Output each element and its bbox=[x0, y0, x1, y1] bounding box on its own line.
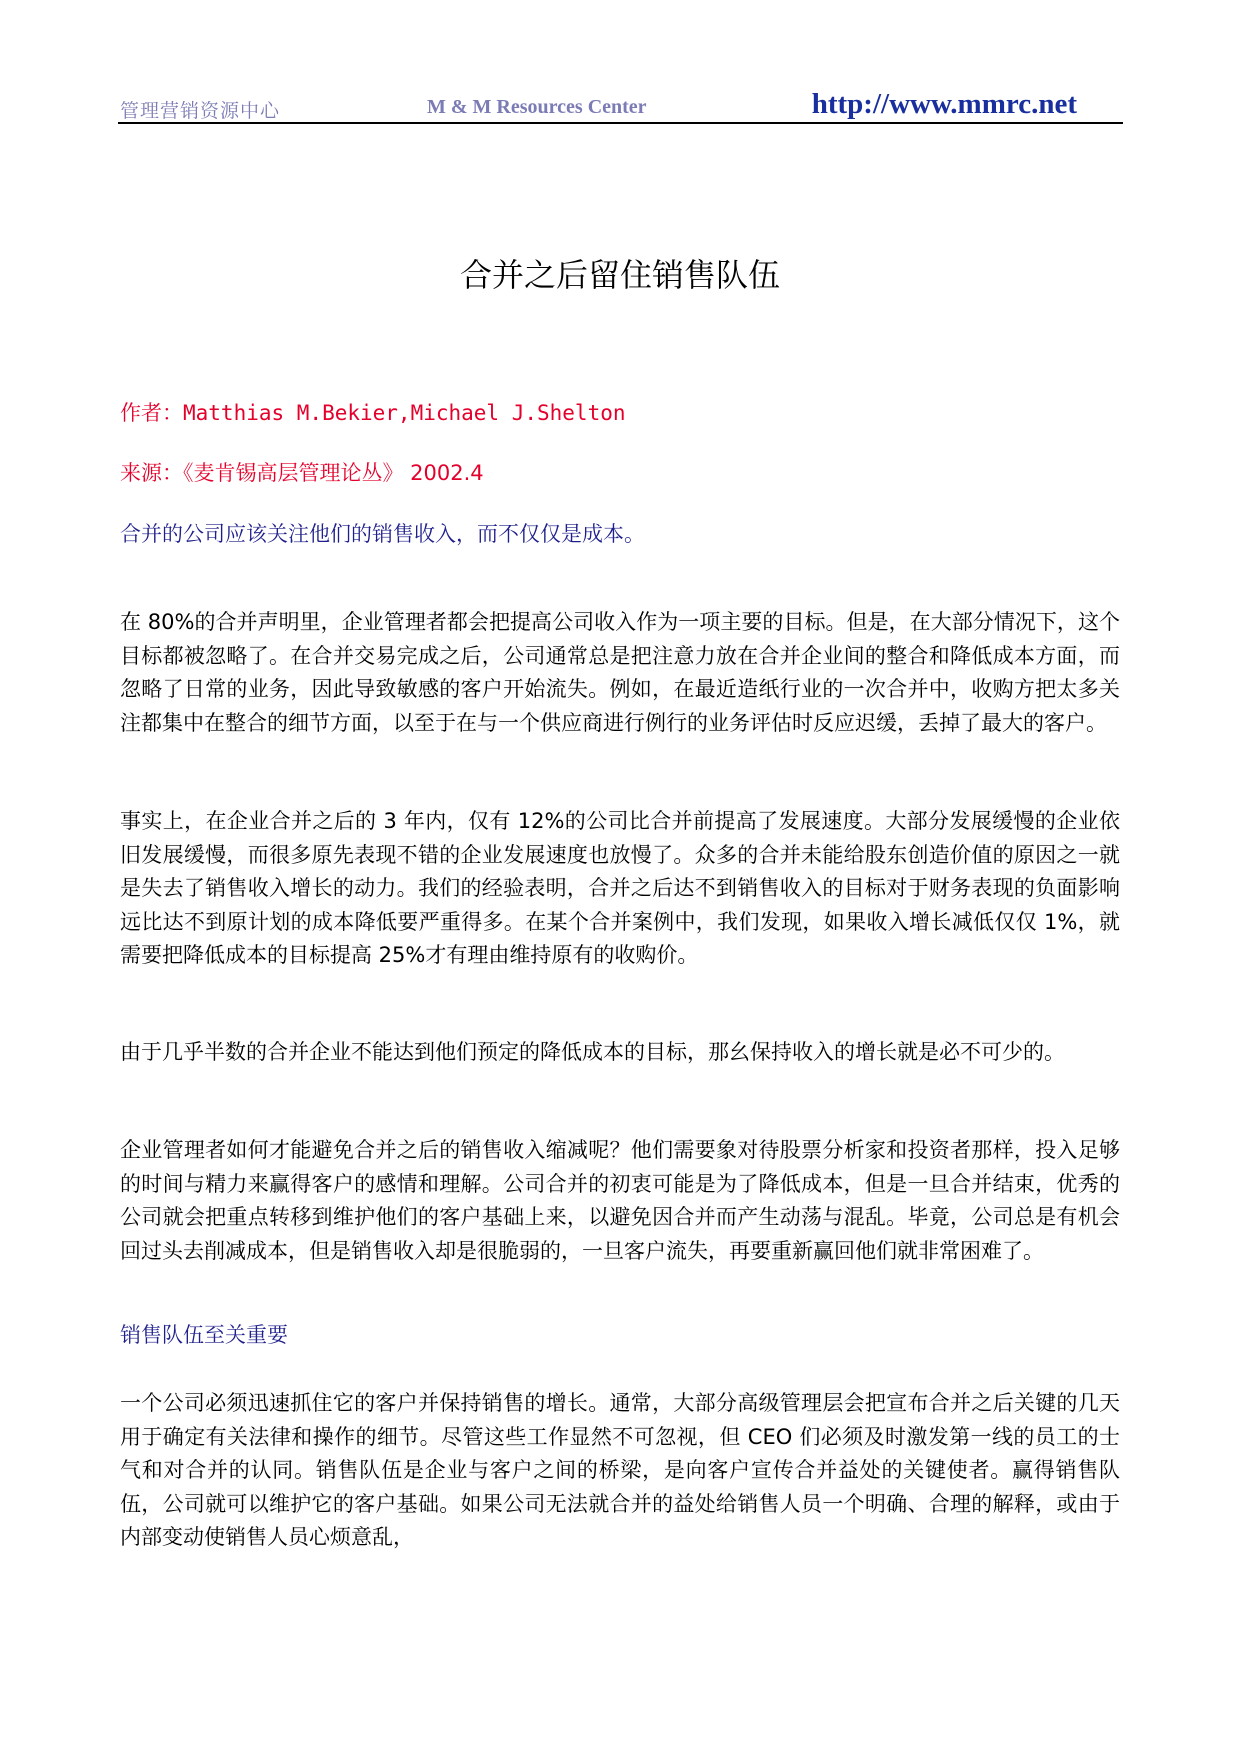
header-org-name: 管理营销资源中心 bbox=[120, 100, 281, 122]
author-label: 作者： bbox=[120, 401, 183, 425]
body-paragraph: 企业管理者如何才能避免合并之后的销售收入缩减呢？他们需要象对待股票分析家和投资者那样，投入足够的时间与精力来赢得客户的感情和理解。公司合并的初衷可能是为了降低成本，但是一旦合并结束，优秀的公司就会把重点转移到维护他们的客户基础上来，以避免因合并而产生动荡与混乱。毕竟，公司总是有机会回过头去削减成本，但是销售收入却是很脆弱的，一旦客户流失，再要重新赢回他们就非常困难了。 bbox=[120, 1138, 1120, 1263]
page-header bbox=[118, 88, 1123, 124]
source-value: 《麦肯锡高层管理论丛》 2002.4 bbox=[183, 461, 484, 485]
article-title: 合并之后留住销售队伍 bbox=[459, 256, 780, 294]
article-author-line bbox=[120, 397, 626, 427]
body-paragraph: 在 80%的合并声明里，企业管理者都会把提高公司收入作为一项主要的目标。但是，在大部分情况下，这个目标都被忽略了。在合并交易完成之后，公司通常总是把注意力放在合并企业间的整合和降低成本方面，而忽略了日常的业务，因此导致敏感的客户开始流失。例如，在最近造纸行业的一次合并中，收购方把太多关注都集中在整合的细节方面，以至于在与一个供应商进行例行的业务评估时反应迟缓，丢掉了最大的客户。 bbox=[120, 610, 1120, 735]
header-org-english-name: M & M Resources Center bbox=[427, 96, 647, 118]
article-subtitle: 合并的公司应该关注他们的销售收入，而不仅仅是成本。 bbox=[120, 522, 645, 546]
source-label: 来源： bbox=[120, 461, 183, 485]
section-paragraph: 一个公司必须迅速抓住它的客户并保持销售的增长。通常，大部分高级管理层会把宣布合并之后关键的几天用于确定有关法律和操作的细节。尽管这些工作显然不可忽视，但 CEO 们必须及时激发第一线的员工的士气和对合并的认同。销售队伍是企业与客户之间的桥梁，是向客户宣传合并益处的关键使者。赢得销售队伍，公司就可以维护它的客户基础。如果公司无法就合并的益处给销售人员一个明确、合理的解释，或由于内部变动使销售人员心烦意乱， bbox=[120, 1391, 1120, 1549]
body-paragraph: 由于几乎半数的合并企业不能达到他们预定的降低成本的目标，那幺保持收入的增长就是必不可少的。 bbox=[120, 1040, 1065, 1064]
header-website-link[interactable]: http://www.mmrc.net bbox=[811, 88, 1077, 120]
article-source-line bbox=[120, 457, 484, 487]
section-heading: 销售队伍至关重要 bbox=[120, 1323, 288, 1347]
body-paragraph: 事实上，在企业合并之后的 3 年内，仅有 12%的公司比合并前提高了发展速度。大部分发展缓慢的企业依旧发展缓慢，而很多原先表现不错的企业发展速度也放慢了。众多的合并未能给股东创造价值的原因之一就是失去了销售收入增长的动力。我们的经验表明，合并之后达不到销售收入的目标对于财务表现的负面影响远比达不到原计划的成本降低要严重得多。在某个合并案例中，我们发现，如果收入增长减低仅仅 1%，就需要把降低成本的目标提高 25%才有理由维持原有的收购价。 bbox=[120, 809, 1120, 967]
author-names: Matthias M.Bekier,Michael J.Shelton bbox=[183, 401, 626, 425]
